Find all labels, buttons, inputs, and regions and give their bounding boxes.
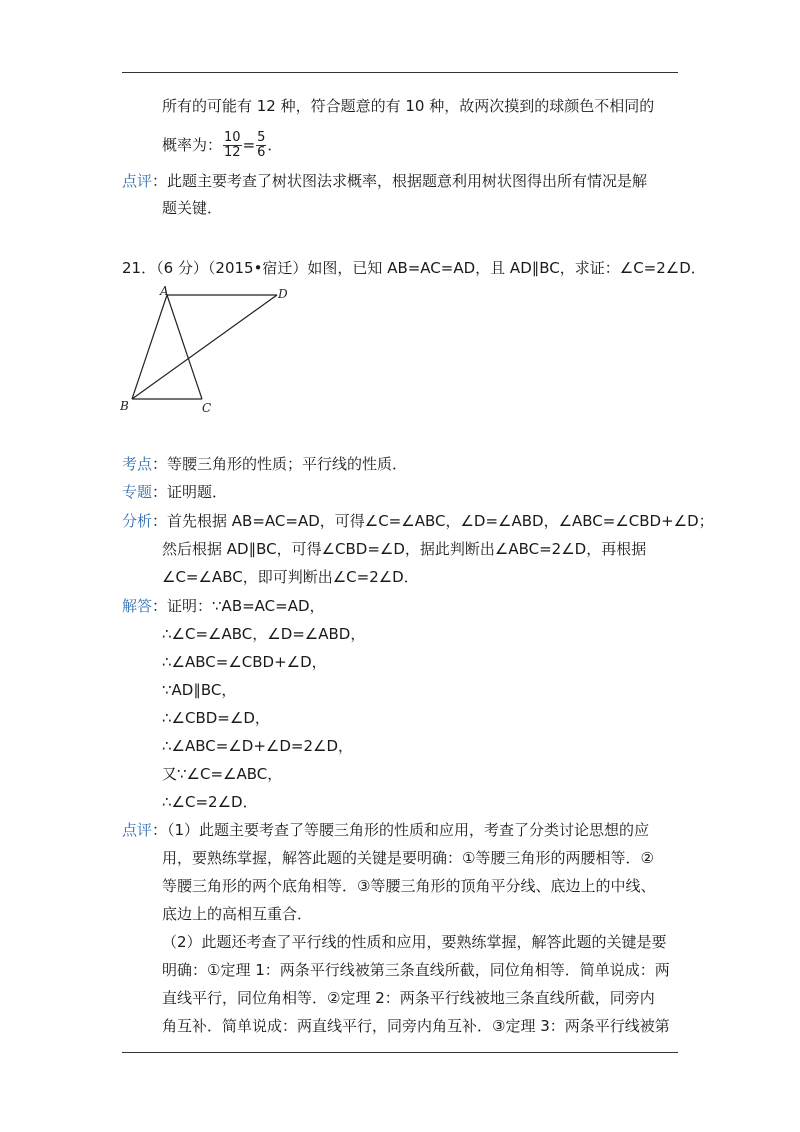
pingping-p2-line: 直线平行，同位角相等．②定理 2：两条平行线被地三条直线所截，同旁内 [162, 989, 655, 1007]
prev-comment-line2: 题关键． [162, 199, 223, 217]
label-d: D [278, 287, 288, 301]
segment-ab [132, 295, 167, 399]
fraction-numerator: 5 [257, 130, 266, 145]
probability-line [162, 128, 282, 162]
question-text: 21．（6 分）（2015•宿迁）如图，已知 AB=AC=AD，且 AD∥BC，求证：∠C=2∠D． [122, 259, 706, 277]
fenxi-line2: 然后根据 AD∥BC，可得∠CBD=∠D，据此判断出∠ABC=2∠D，再根据 [162, 540, 647, 558]
jieda-step: ∵AD∥BC， [162, 681, 237, 699]
jieda-tag: 解答 [122, 597, 153, 615]
segment-ac [167, 295, 202, 399]
pingping-p2-line: （2）此题还考查了平行线的性质和应用，要熟练掌握，解答此题的关键是要 [162, 933, 667, 951]
comment-tag: 点评 [122, 172, 153, 190]
segment-bd [132, 295, 277, 399]
probability-suffix: ． [267, 136, 283, 154]
jieda-step: ∴∠ABC=∠D+∠D=2∠D， [162, 737, 353, 755]
fraction-denominator: 12 [224, 145, 241, 160]
kaodian-tag: 考点 [122, 455, 153, 473]
fenxi-line1: ：首先根据 AB=AC=AD，可得∠C=∠ABC，∠D=∠ABD，∠ABC=∠CBD+∠D； [152, 512, 714, 530]
label-a: A [160, 284, 169, 298]
zhuanti-row [122, 482, 227, 502]
fraction-numerator: 10 [224, 130, 241, 145]
fenxi-row [122, 511, 714, 531]
pingping-p1-line: 用，要熟练掌握，解答此题的关键是要明确：①等腰三角形的两腰相等．② [162, 849, 654, 867]
kaodian-row [122, 454, 407, 474]
zhuanti-text: ：证明题． [152, 483, 228, 501]
label-c: C [202, 401, 212, 415]
probability-prefix: 概率为： [162, 136, 223, 154]
fenxi-line3: ∠C=∠ABC，即可判断出∠C=2∠D． [162, 568, 419, 586]
prev-solution-line1: 所有的可能有 12 种，符合题意的有 10 种，故两次摸到的球颜色不相同的 [162, 97, 655, 115]
comment-text: ：此题主要考查了树状图法求概率，根据题意利用树状图得出所有情况是解 [152, 172, 648, 190]
pingping-row [122, 820, 649, 840]
header-rule [122, 72, 678, 73]
prev-comment-line1 [122, 171, 647, 191]
jieda-step: 又∵∠C=∠ABC， [162, 765, 283, 783]
fraction-10-12 [223, 131, 242, 160]
pingping-tag: 点评 [122, 821, 153, 839]
label-b: B [120, 399, 129, 413]
fraction-5-6 [256, 131, 266, 160]
pingping-p1-line1: ：（1）此题主要考查了等腰三角形的性质和应用，考查了分类讨论思想的应 [152, 821, 650, 839]
pingping-p1-line: 等腰三角形的两个底角相等．③等腰三角形的顶角平分线、底边上的中线、 [162, 877, 656, 895]
pingping-p2-line: 角互补．简单说成：两直线平行，同旁内角互补．③定理 3：两条平行线被第 [162, 1017, 670, 1035]
pingping-p2-line: 明确：①定理 1：两条平行线被第三条直线所截，同位角相等．简单说成：两 [162, 961, 670, 979]
jieda-first: ：证明：∵AB=AC=AD， [152, 597, 325, 615]
jieda-step: ∴∠C=∠ABC，∠D=∠ABD， [162, 625, 366, 643]
pingping-p1-line: 底边上的高相互重合． [162, 905, 313, 923]
jieda-step: ∴∠C=2∠D． [162, 793, 258, 811]
triangle-figure [112, 282, 297, 417]
equals-sign: = [242, 136, 256, 154]
kaodian-text: ：等腰三角形的性质；平行线的性质． [152, 455, 408, 473]
footer-rule [122, 1052, 678, 1053]
zhuanti-tag: 专题 [122, 483, 153, 501]
jieda-row [122, 596, 325, 616]
jieda-step: ∴∠ABC=∠CBD+∠D， [162, 653, 327, 671]
fenxi-tag: 分析 [122, 512, 153, 530]
fraction-denominator: 6 [257, 145, 266, 160]
jieda-step: ∴∠CBD=∠D， [162, 709, 270, 727]
